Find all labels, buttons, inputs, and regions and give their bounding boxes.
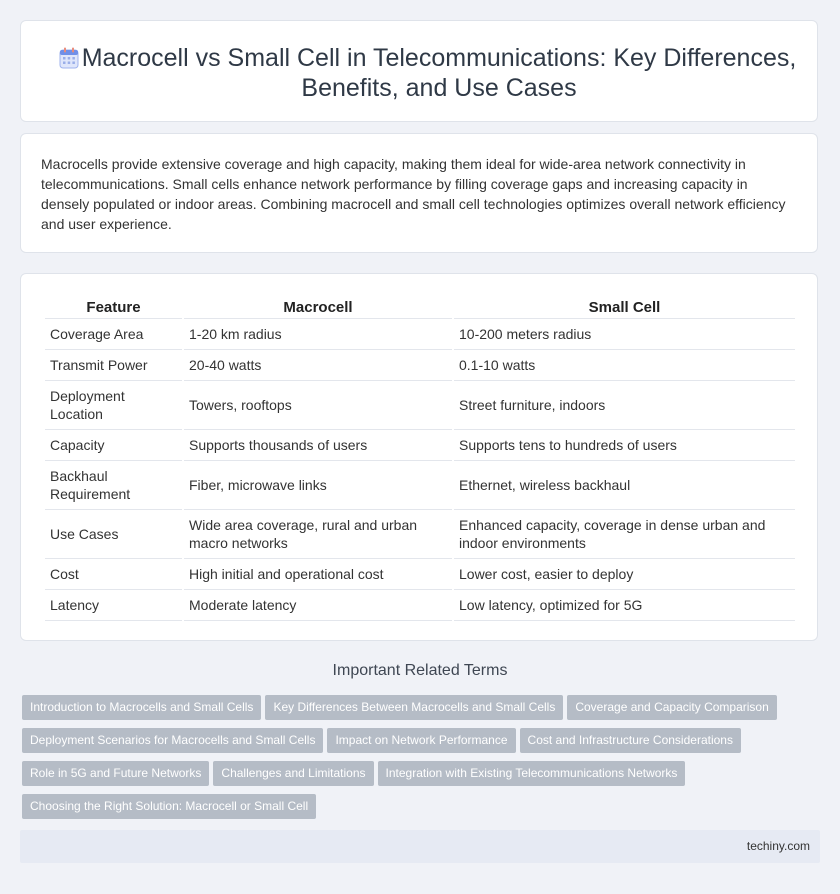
footer-brand[interactable]: techiny.com bbox=[746, 839, 810, 853]
table-cell: Low latency, optimized for 5G bbox=[454, 590, 795, 621]
intro-paragraph: Macrocells provide extensive coverage and high capacity, making them ideal for wide-area network connectivity in telecommunications. Small cells enhance network performance by filling coverage gaps and increasing capacity in densely populated or indoor areas. Combining macrocell and small cell technologies optimizes overall network efficiency and user experience. bbox=[41, 156, 786, 232]
table-cell: 0.1-10 watts bbox=[454, 350, 795, 381]
table-cell: Supports tens to hundreds of users bbox=[454, 430, 795, 461]
related-term-tag[interactable]: Introduction to Macrocells and Small Cells bbox=[22, 695, 261, 720]
table-row bbox=[45, 559, 795, 590]
table-cell: 20-40 watts bbox=[184, 350, 452, 381]
table-cell: Use Cases bbox=[45, 510, 182, 559]
table-row bbox=[45, 461, 795, 510]
table-cell: 10-200 meters radius bbox=[454, 319, 795, 350]
related-term-tag[interactable]: Role in 5G and Future Networks bbox=[22, 761, 209, 786]
table-cell: Cost bbox=[45, 559, 182, 590]
table-cell: Wide area coverage, rural and urban macro networks bbox=[184, 510, 452, 559]
table-cell: Lower cost, easier to deploy bbox=[454, 559, 795, 590]
table-cell: Coverage Area bbox=[45, 319, 182, 350]
calendar-icon bbox=[59, 47, 79, 69]
related-term-tag[interactable]: Deployment Scenarios for Macrocells and Small Cells bbox=[22, 728, 323, 753]
table-cell: Transmit Power bbox=[45, 350, 182, 381]
table-cell: Fiber, microwave links bbox=[184, 461, 452, 510]
related-term-tag[interactable]: Integration with Existing Telecommunications Networks bbox=[378, 761, 686, 786]
table-cell: Capacity bbox=[45, 430, 182, 461]
related-terms-heading: Important Related Terms bbox=[332, 662, 508, 679]
related-term-tag[interactable]: Key Differences Between Macrocells and Small Cells bbox=[265, 695, 563, 720]
header-card bbox=[20, 20, 818, 122]
table-header-row bbox=[45, 296, 795, 319]
comparison-table-card bbox=[20, 273, 818, 641]
related-term-tag[interactable]: Challenges and Limitations bbox=[213, 761, 373, 786]
page-title: Macrocell vs Small Cell in Telecommunications: Key Differences, Benefits, and Use Cases bbox=[81, 44, 797, 102]
table-cell: Enhanced capacity, coverage in dense urban and indoor environments bbox=[454, 510, 795, 559]
related-terms-list bbox=[22, 695, 802, 827]
column-header-macrocell: Macrocell bbox=[184, 296, 452, 319]
column-header-feature: Feature bbox=[45, 296, 182, 319]
table-row bbox=[45, 350, 795, 381]
related-term-tag[interactable]: Cost and Infrastructure Considerations bbox=[520, 728, 741, 753]
comparison-table bbox=[43, 296, 797, 621]
table-cell: High initial and operational cost bbox=[184, 559, 452, 590]
table-row bbox=[45, 590, 795, 621]
footer-bar bbox=[20, 830, 820, 863]
table-cell: Latency bbox=[45, 590, 182, 621]
table-cell: Moderate latency bbox=[184, 590, 452, 621]
table-cell: Street furniture, indoors bbox=[454, 381, 795, 430]
table-row bbox=[45, 381, 795, 430]
table-cell: 1-20 km radius bbox=[184, 319, 452, 350]
related-term-tag[interactable]: Choosing the Right Solution: Macrocell or Small Cell bbox=[22, 794, 316, 819]
related-term-tag[interactable]: Impact on Network Performance bbox=[327, 728, 515, 753]
table-cell: Supports thousands of users bbox=[184, 430, 452, 461]
intro-card bbox=[20, 133, 818, 253]
column-header-small-cell: Small Cell bbox=[454, 296, 795, 319]
table-row bbox=[45, 319, 795, 350]
table-cell: Backhaul Requirement bbox=[45, 461, 182, 510]
table-row bbox=[45, 510, 795, 559]
table-cell: Deployment Location bbox=[45, 381, 182, 430]
table-cell: Ethernet, wireless backhaul bbox=[454, 461, 795, 510]
table-cell: Towers, rooftops bbox=[184, 381, 452, 430]
table-row bbox=[45, 430, 795, 461]
related-term-tag[interactable]: Coverage and Capacity Comparison bbox=[567, 695, 776, 720]
